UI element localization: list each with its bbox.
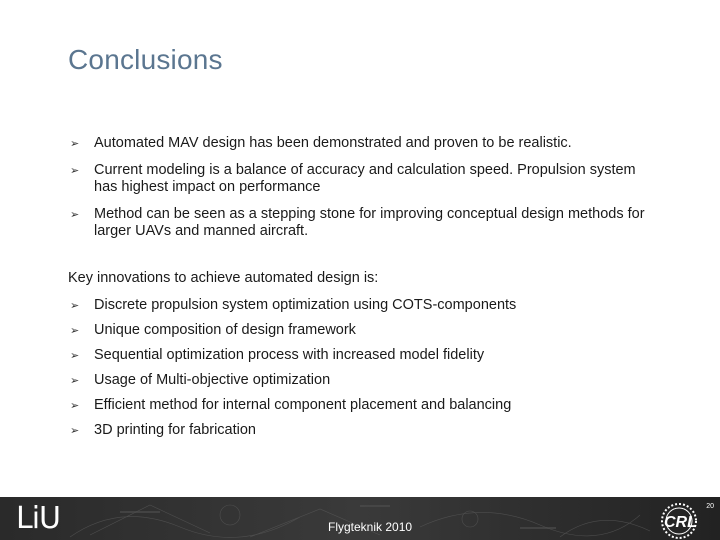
list-item-text: Automated MAV design has been demonstrated and proven to be realistic. — [94, 135, 572, 151]
arrow-bullet-icon: ➢ — [70, 350, 80, 362]
liu-logo: LiU — [16, 501, 61, 536]
svg-text:CRL: CRL — [664, 514, 697, 531]
list-item-text: Usage of Multi-objective optimization — [94, 372, 331, 388]
arrow-bullet-icon: ➢ — [70, 138, 80, 150]
arrow-bullet-icon: ➢ — [70, 325, 80, 337]
list-item-text: Unique composition of design framework — [94, 322, 356, 338]
crl-logo-icon — [655, 499, 713, 539]
list-item-text: 3D printing for fabrication — [94, 422, 256, 438]
list-item — [68, 162, 658, 196]
arrow-bullet-icon: ➢ — [70, 400, 80, 412]
list-item-text: Efficient method for internal component placement and balancing — [94, 397, 512, 413]
arrow-bullet-icon: ➢ — [70, 425, 80, 437]
list-item — [68, 135, 658, 152]
list-item-text: Current modeling is a balance of accuracy and calculation speed. Propulsion system has highest impact on performance — [94, 162, 636, 195]
list-item — [68, 322, 658, 339]
footer-center-text: Flygteknik 2010 — [328, 520, 413, 534]
arrow-bullet-icon: ➢ — [70, 375, 80, 387]
arrow-bullet-icon: ➢ — [70, 300, 80, 312]
arrow-bullet-icon: ➢ — [70, 209, 80, 221]
list-item-text: Method can be seen as a stepping stone for improving conceptual design methods for larger UAVs and manned aircraft. — [94, 206, 645, 239]
list-item — [68, 397, 658, 414]
innovations-list — [68, 297, 658, 447]
conclusions-list — [68, 135, 658, 250]
list-item — [68, 372, 658, 389]
slide-title: Conclusions — [68, 44, 223, 75]
page-number: 20 — [706, 503, 714, 510]
list-item-text: Discrete propulsion system optimization using COTS-components — [94, 297, 517, 313]
list-item — [68, 347, 658, 364]
list-item — [68, 297, 658, 314]
list-item — [68, 422, 658, 439]
arrow-bullet-icon: ➢ — [70, 165, 80, 177]
list-item-text: Sequential optimization process with increased model fidelity — [94, 347, 485, 363]
key-innovations-heading: Key innovations to achieve automated design is: — [68, 270, 379, 286]
footer-bar — [0, 497, 720, 540]
list-item — [68, 206, 658, 240]
